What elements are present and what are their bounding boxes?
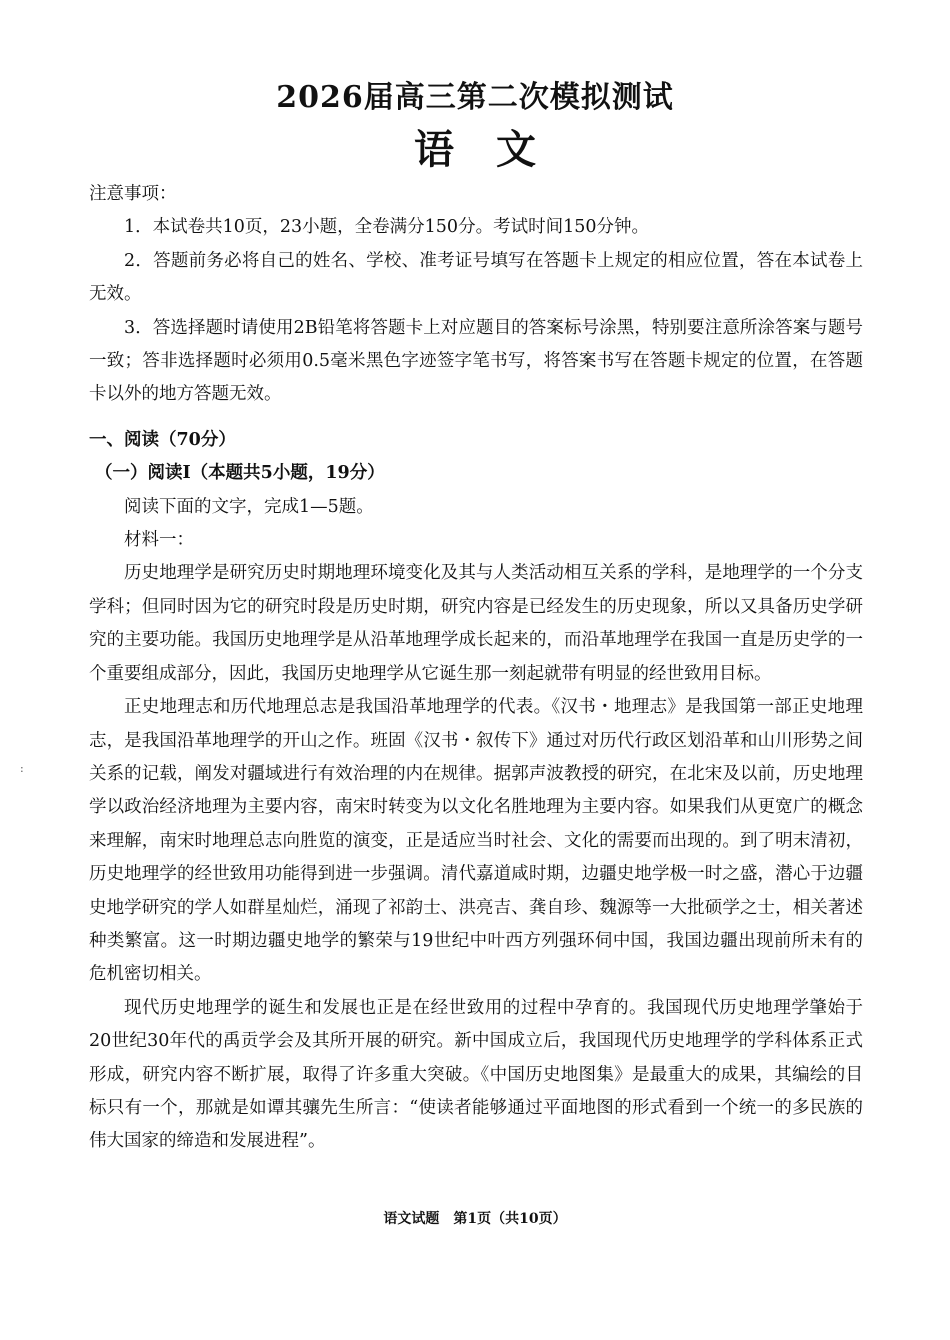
- material-label: 材料一：: [124, 530, 194, 551]
- passage-paragraph-2: 正史地理志和历代地理总志是我国沿革地理学的代表。《汉书・地理志》是我国第一部正史地理志，是我国沿革地理学的开山之作。班固《汉书・叙传下》通过对历代行政区划沿革和山川形势之间关系的记载，阐发对疆域进行有效治理的内在规律。据郭声波教授的研究，在北宋及以前，历史地理学以政治经济地理为主要内容，南宋时转变为以文化名胜地理为主要内容。如果我们从更宽广的概念来理解，南宋时地理总志向胜览的演变，正是适应当时社会、文化的需要而出现的。到了明末清初，历史地理学的经世致用功能得到进一步强调。清代嘉道咸时期，边疆史地学极一时之盛，潜心于边疆史地学研究的学人如群星灿烂，涌现了祁韵士、洪亮吉、龚自珍、魏源等一大批硕学之士，相关著述种类繁富。这一时期边疆史地学的繁荣与19世纪中叶西方列强环伺中国，我国边疆出现前所未有的危机密切相关。: [89, 697, 863, 985]
- note-item-3: 3．答选择题时请使用2B铅笔将答题卡上对应题目的答案标号涂黑，特别要注意所涂答案与题号一致；答非选择题时必须用0.5毫米黑色字迹签字笔书写，将答案书写在答题卡规定的位置，在答题卡以外的地方答题无效。: [89, 317, 863, 405]
- section-title: 一、阅读（70分）: [89, 429, 236, 450]
- spacer: [89, 412, 863, 424]
- exam-title: 2026届高三第二次模拟测试: [276, 80, 674, 115]
- instruction: 阅读下面的文字，完成1—5题。: [124, 496, 374, 517]
- side-mark: :: [20, 762, 24, 775]
- notes-heading: 注意事项：: [89, 184, 177, 204]
- page-footer: 语文试题 第1页（共10页）: [383, 1211, 567, 1227]
- subsection-title: （一）阅读Ⅰ（本题共5小题，19分）: [95, 463, 385, 484]
- passage-paragraph-3: 现代历史地理学的诞生和发展也正是在经世致用的过程中孕育的。我国现代历史地理学肇始于20世纪30年代的禹贡学会及其所开展的研究。新中国成立后，我国现代历史地理学的学科体系正式形成，研究内容不断扩展，取得了许多重大突破。《中国历史地图集》是最重大的成果，其编绘的目标只有一个，那就是如谭其骧先生所言：“使读者能够通过平面地图的形式看到一个统一的多民族的伟大国家的缔造和发展进程”。: [89, 997, 863, 1152]
- subject-title: 语文: [414, 126, 578, 173]
- page-content: [89, 178, 863, 1159]
- note-item-2: 2．答题前务必将自己的姓名、学校、准考证号填写在答题卡上规定的相应位置，答在本试卷上无效。: [89, 250, 863, 305]
- note-item-1: 1．本试卷共10页，23小题，全卷满分150分。考试时间150分钟。: [124, 217, 649, 238]
- passage-paragraph-1: 历史地理学是研究历史时期地理环境变化及其与人类活动相互关系的学科，是地理学的一个分支学科；但同时因为它的研究时段是历史时期，研究内容是已经发生的历史现象，所以又具备历史学研究的主要功能。我国历史地理学是从沿革地理学成长起来的，而沿革地理学在我国一直是历史学的一个重要组成部分，因此，我国历史地理学从它诞生那一刻起就带有明显的经世致用目标。: [89, 563, 863, 684]
